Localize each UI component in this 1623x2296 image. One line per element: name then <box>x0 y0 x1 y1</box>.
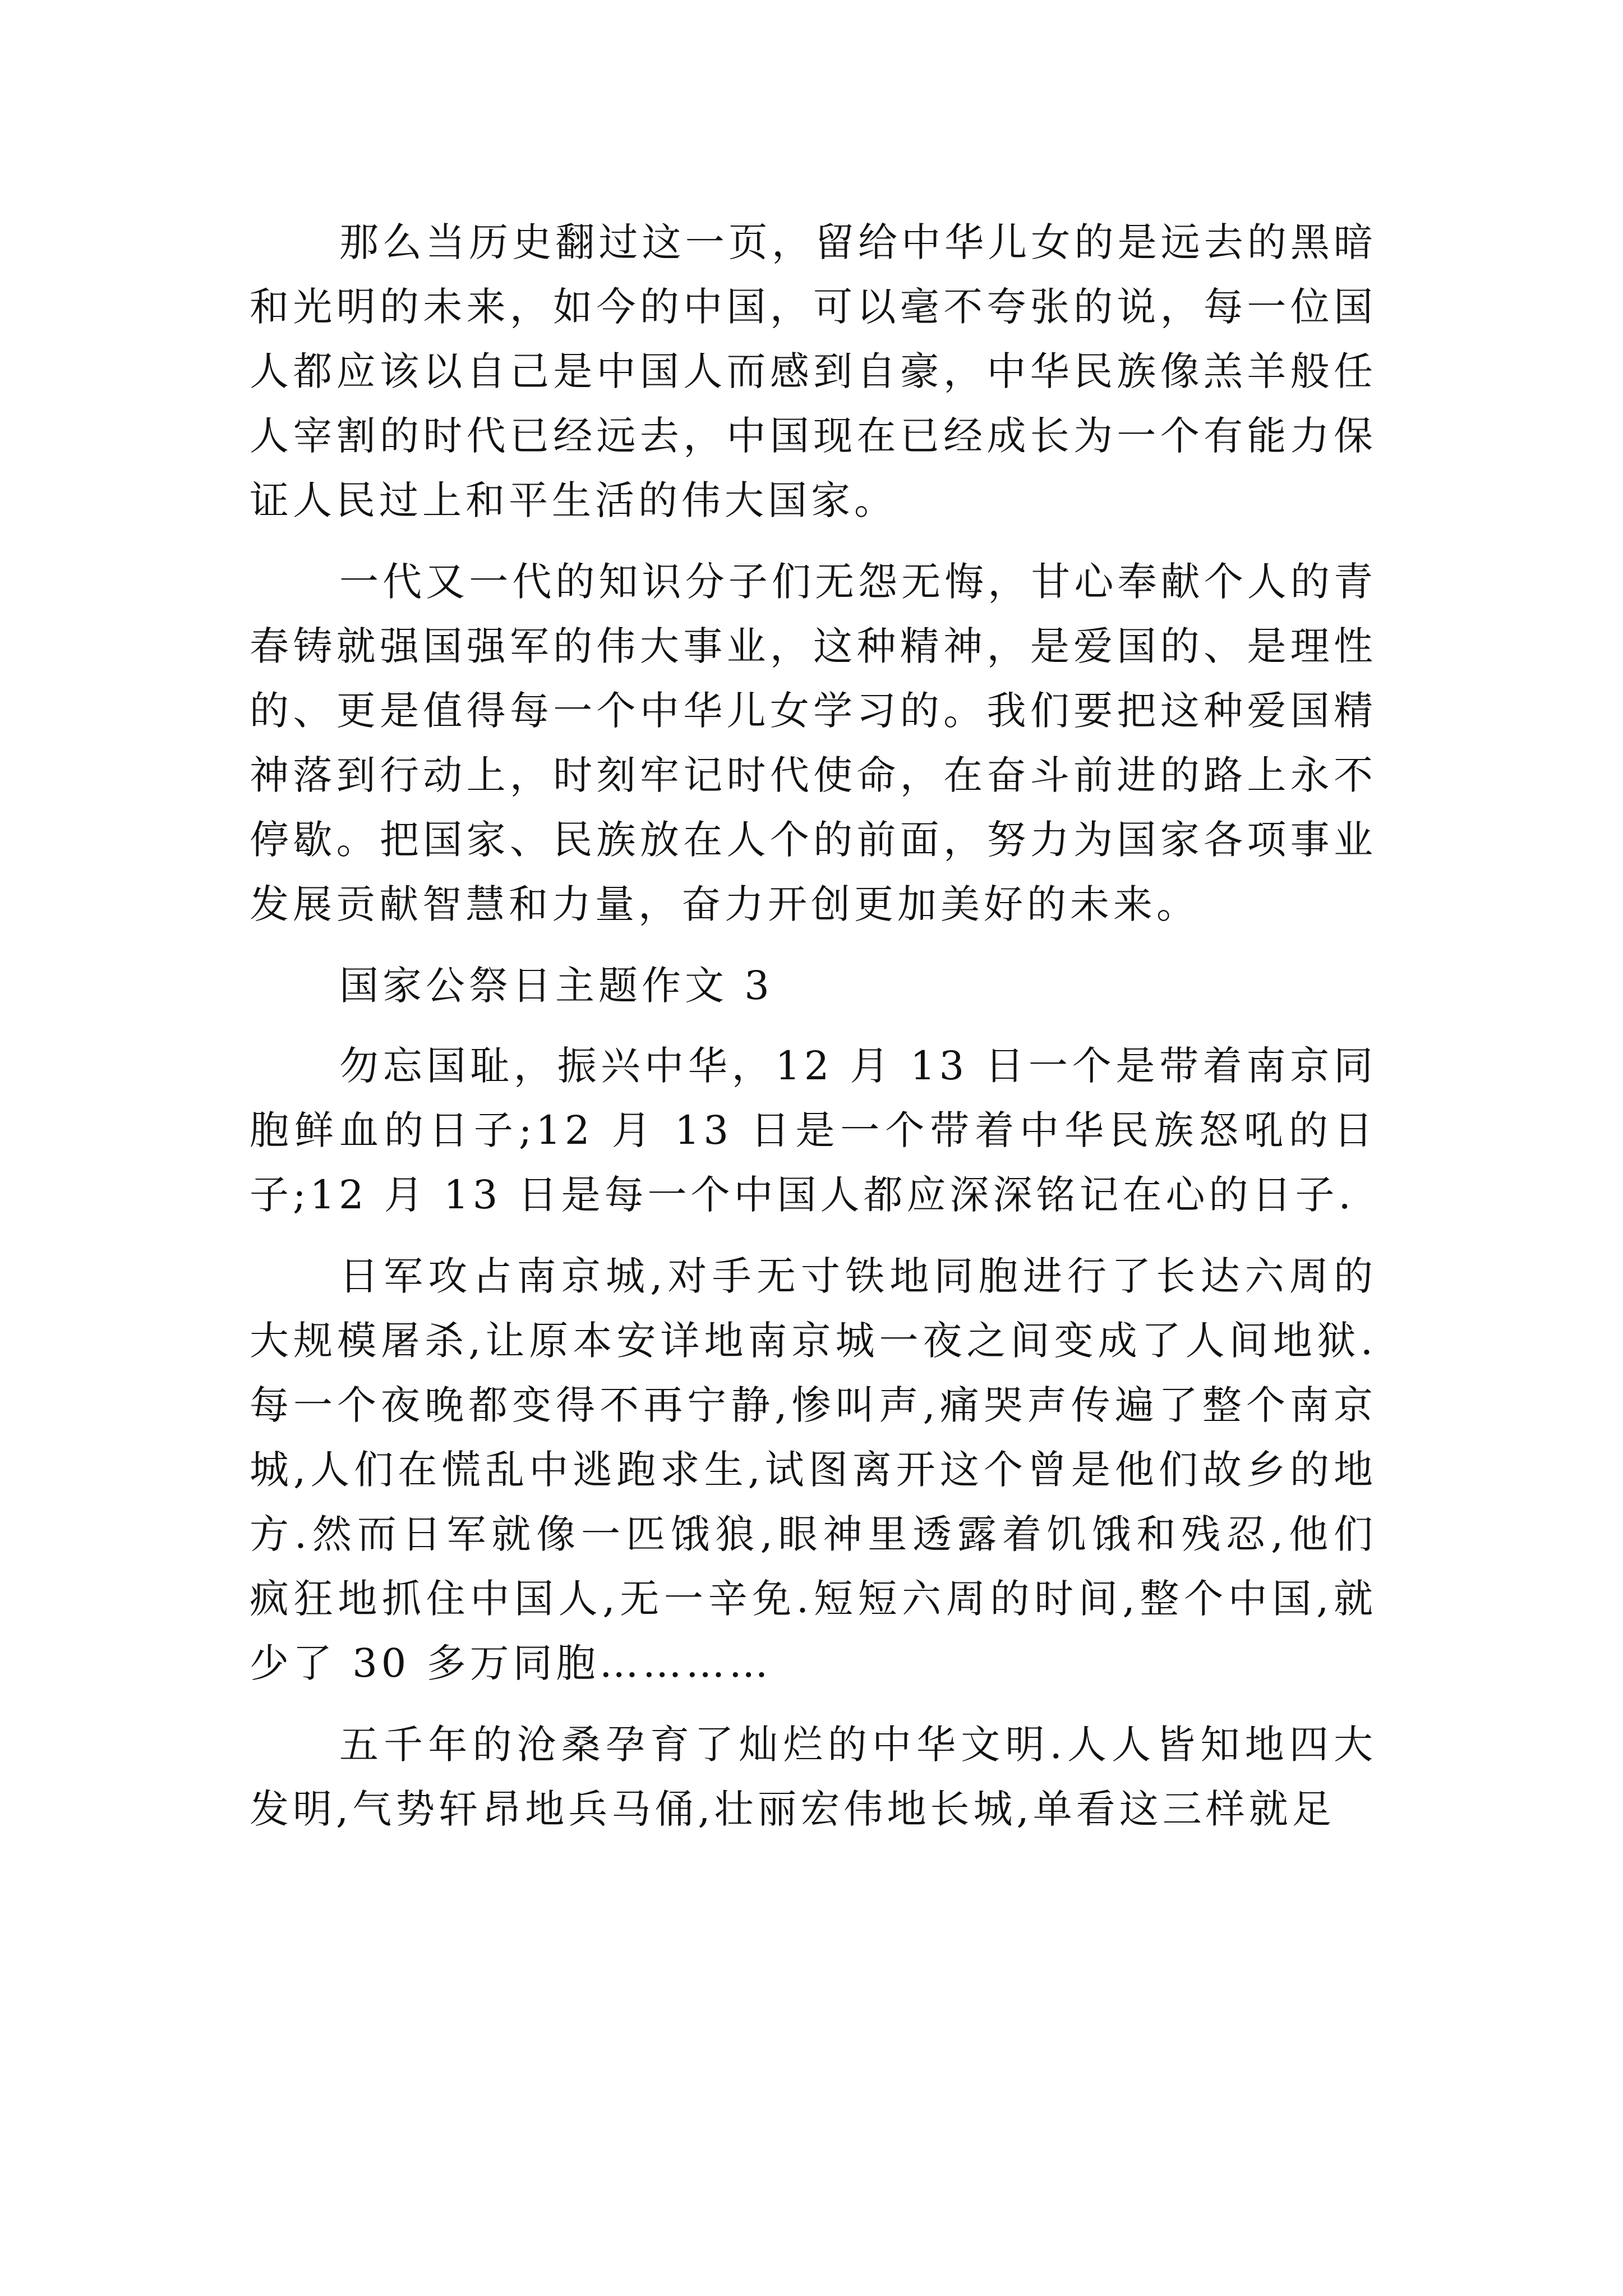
paragraph-nanjing-massacre: 日军攻占南京城,对手无寸铁地同胞进行了长达六周的大规模屠杀,让原本安详地南京城一夜之间变成了人间地狱.每一个夜晚都变得不再宁静,惨叫声,痛哭声传遍了整个南京城,人们在慌乱中逃跑求生,试图离开这个曾是他们故乡的地方.然而日军就像一匹饿狼,眼神里透露着饥饿和残忍,他们疯狂地抓住中国人,无一辛免.短短六周的时间,整个中国,就少了 30 多万同胞………… <box>250 1253 1377 1686</box>
paragraph-history-page: 那么当历史翻过这一页，留给中华儿女的是远去的黑暗和光明的未来，如今的中国，可以毫不夸张的说，每一位国人都应该以自己是中国人而感到自豪，中华民族像羔羊般任人宰割的时代已经远去，中国现在已经成长为一个有能力保证人民过上和平生活的伟大国家。 <box>250 219 1377 523</box>
paragraph-intellectuals: 一代又一代的知识分子们无怨无悔，甘心奉献个人的青春铸就强国强军的伟大事业，这种精神，是爱国的、是理性的、更是值得每一个中华儿女学习的。我们要把这种爱国精神落到行动上，时刻牢记时代使命，在奋斗前进的路上永不停歇。把国家、民族放在人个的前面，努力为国家各项事业发展贡献智慧和力量，奋力开创更加美好的未来。 <box>250 559 1377 927</box>
paragraph-civilization: 五千年的沧桑孕育了灿烂的中华文明.人人皆知地四大发明,气势轩昂地兵马俑,壮丽宏伟地长城,单看这三样就足 <box>250 1722 1377 1832</box>
document-body <box>250 210 1377 1858</box>
paragraph-never-forget: 勿忘国耻，振兴中华，12 月 13 日一个是带着南京同胞鲜血的日子;12 月 13 日是一个带着中华民族怒吼的日子;12 月 13 日是每一个中国人都应深深铭记在心的日子. <box>250 1043 1377 1218</box>
essay-heading: 国家公祭日主题作文 3 <box>339 963 773 1009</box>
